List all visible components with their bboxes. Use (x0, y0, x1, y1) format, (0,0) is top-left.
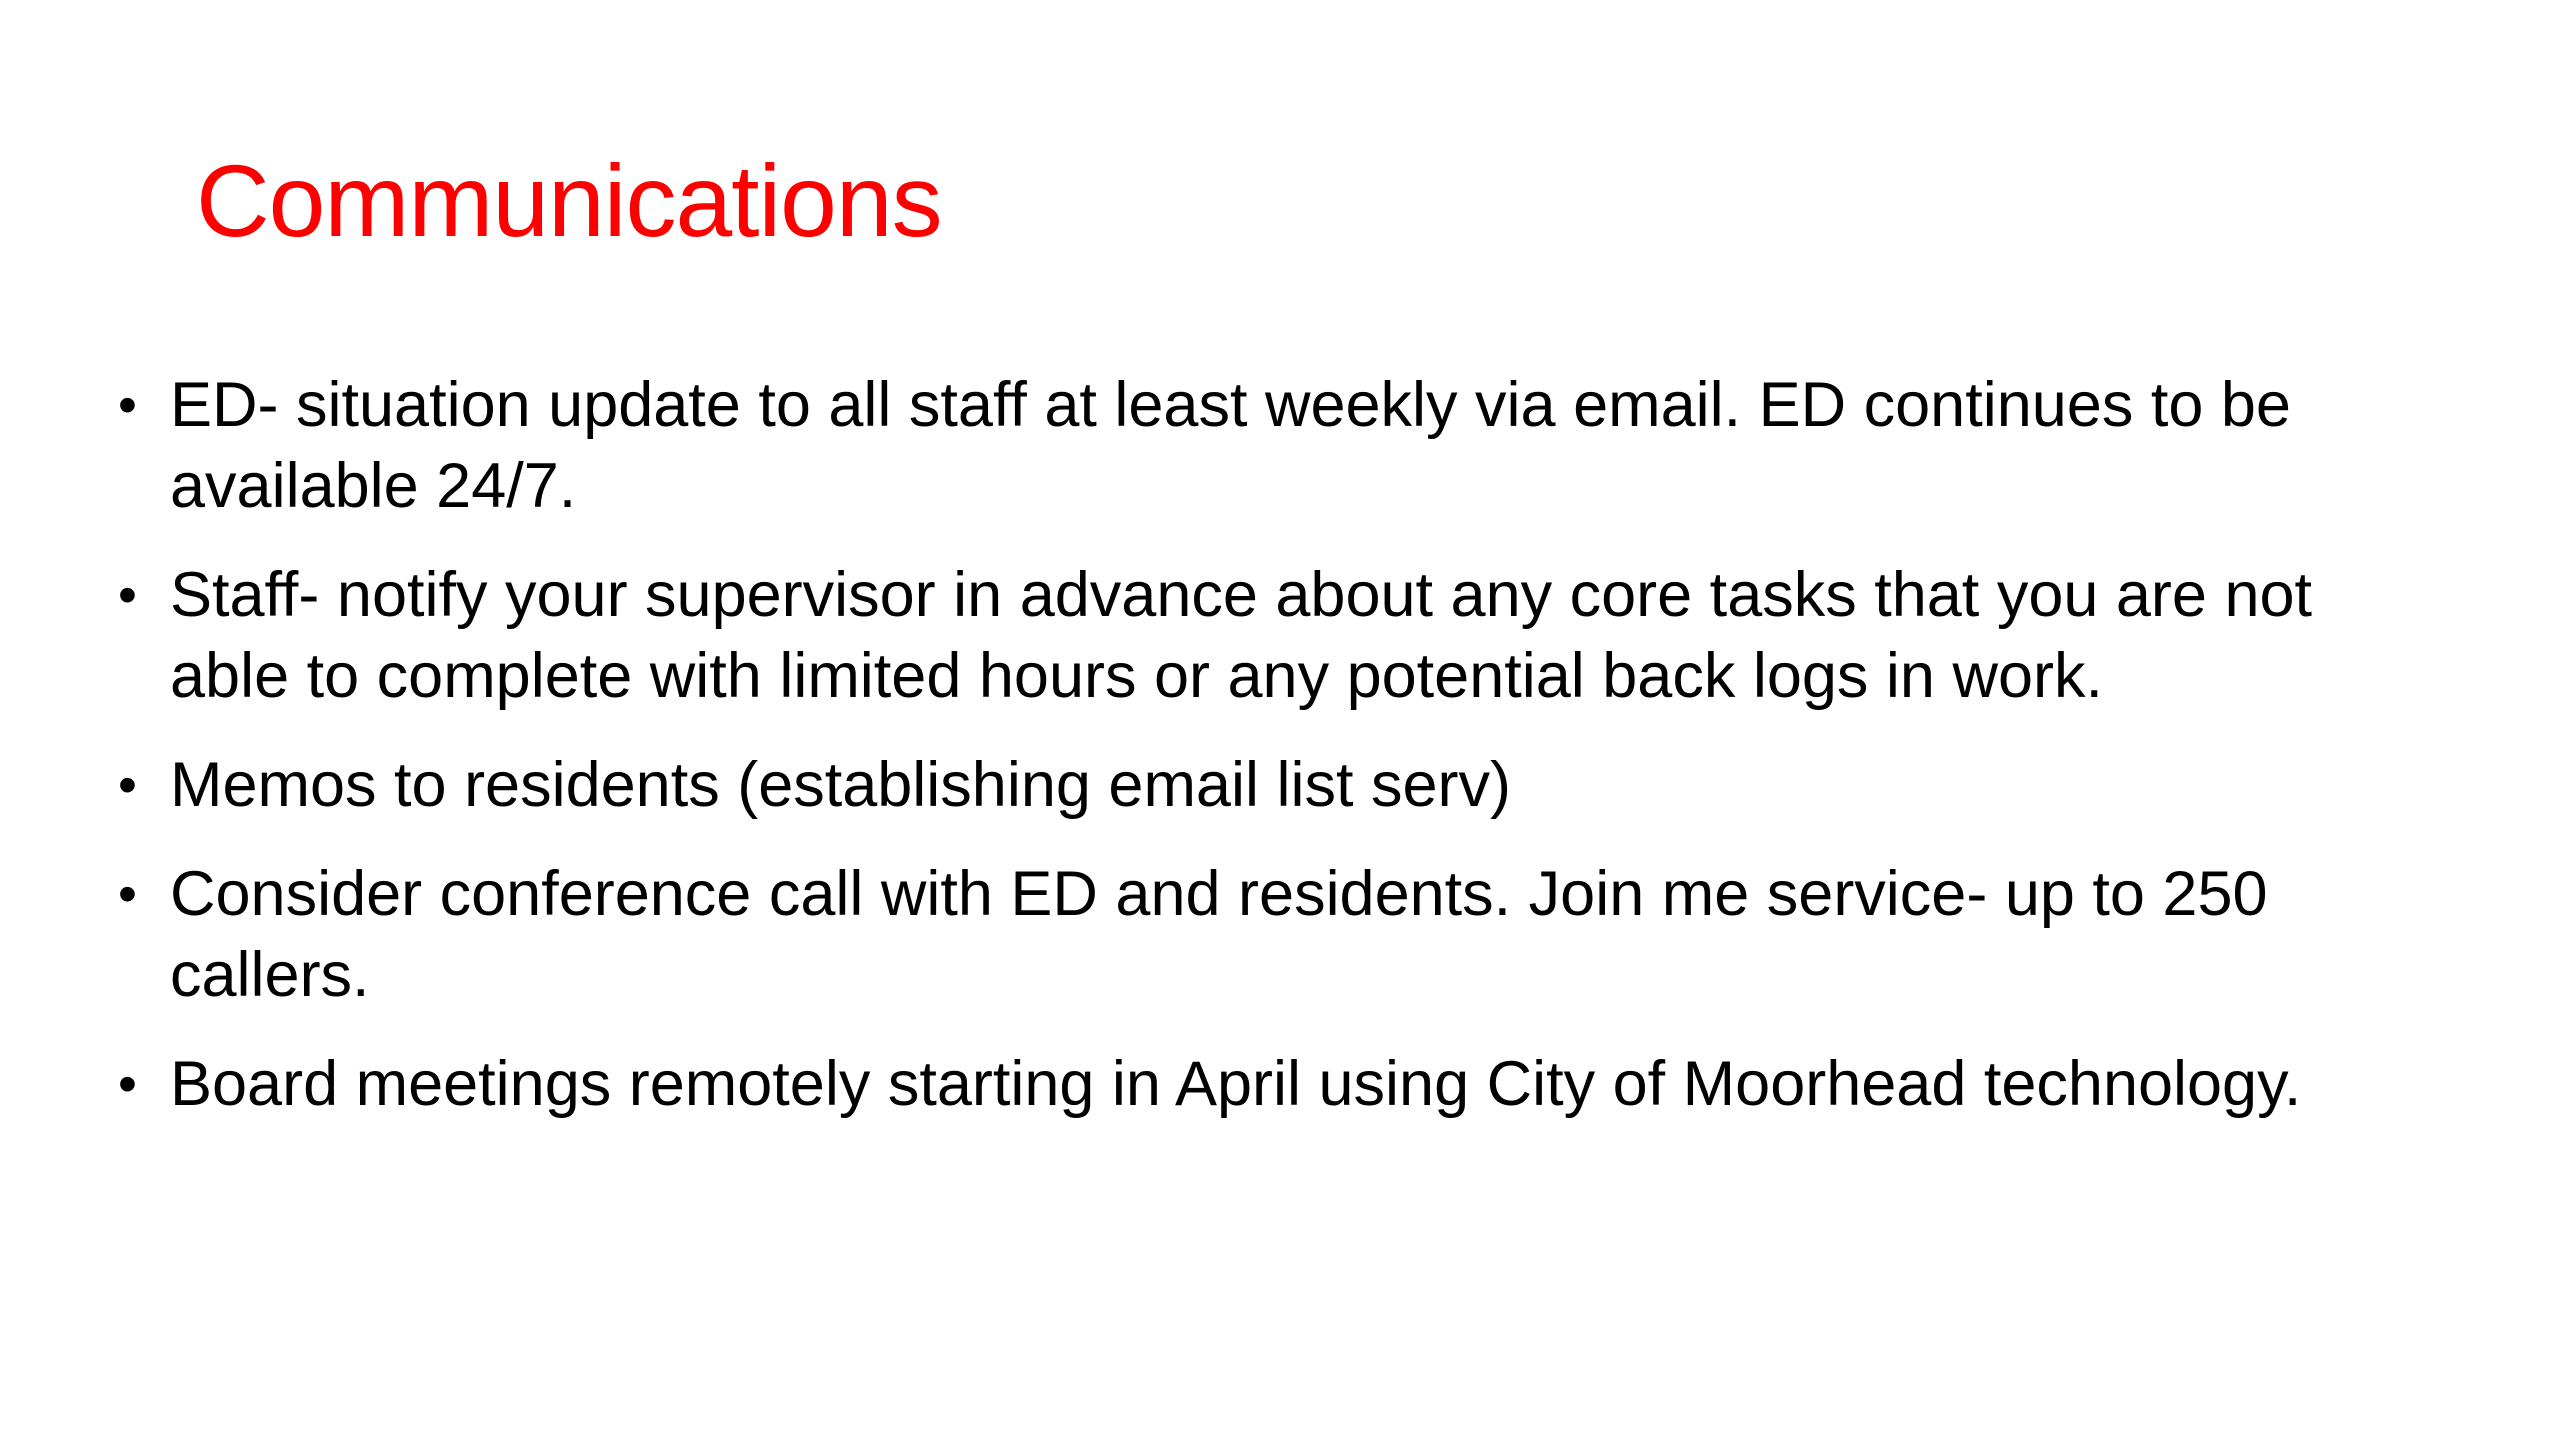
bullet-text: Board meetings remotely starting in April using City of Moorhead technology. (170, 1049, 2302, 1119)
bullet-dot-icon: • (118, 1054, 137, 1114)
bullet-item (118, 745, 2398, 826)
bullet-text: Staff- notify your supervisor in advance about any core tasks that you are not able to complete with limited hours or any potential back logs in work. (170, 560, 2313, 711)
bullet-dot-icon: • (118, 375, 137, 435)
bullet-dot-icon: • (118, 755, 137, 815)
bullet-item (118, 1044, 2398, 1125)
bullet-dot-icon: • (118, 864, 137, 924)
bullet-text: Memos to residents (establishing email list serv) (170, 750, 1511, 820)
bullet-dot-icon: • (118, 565, 137, 625)
bullet-item (118, 365, 2398, 527)
bullet-item (118, 854, 2398, 1016)
bullet-list (118, 365, 2398, 1153)
slide-title: Communications (196, 144, 942, 258)
bullet-text: Consider conference call with ED and residents. Join me service- up to 250 callers. (170, 859, 2268, 1010)
bullet-text: ED- situation update to all staff at least weekly via email. ED continues to be available 24/7. (170, 370, 2291, 521)
bullet-item (118, 555, 2398, 717)
